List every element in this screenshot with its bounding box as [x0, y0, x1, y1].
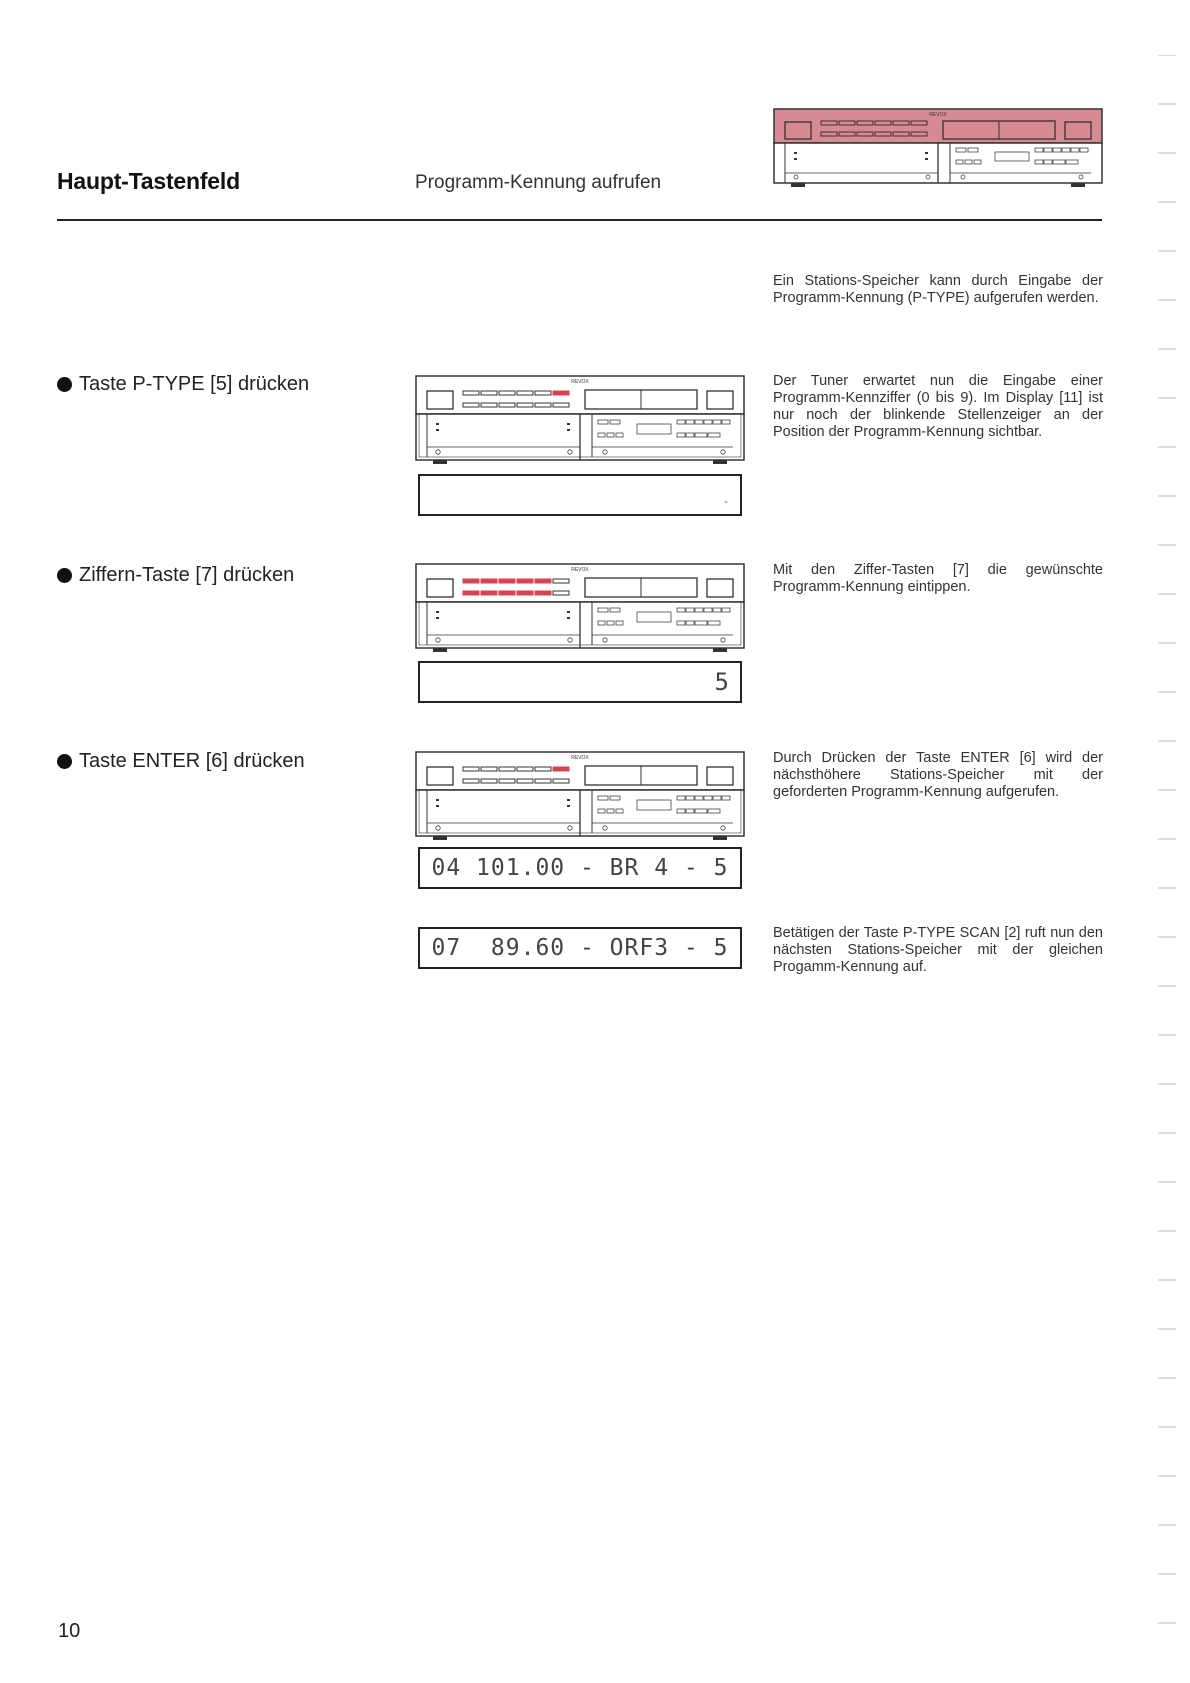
- step-2-display: [418, 661, 742, 703]
- bullet-icon: [57, 754, 72, 769]
- bullet-icon: [57, 377, 72, 392]
- cursor-indicator: -: [722, 496, 730, 508]
- step-3-display: [418, 847, 742, 889]
- step-3-description: Durch Drücken der Taste ENTER [6] wird der nächsthöhere Stations-Speicher mit der geforderten Programm-Kennung aufgerufen.: [773, 750, 1103, 800]
- step-1-instruction: [57, 373, 309, 396]
- bullet-icon: [57, 568, 72, 583]
- step-3-tuner-illustration: [415, 751, 745, 846]
- display-readout: 07 89.60 - ORF3 - 5: [431, 935, 729, 961]
- display-readout: 04 101.00 - BR 4 - 5: [431, 855, 729, 881]
- margin-scan-marks: [1158, 55, 1178, 1655]
- step-1-tuner-illustration: [415, 375, 745, 470]
- page-number: 10: [58, 1620, 81, 1642]
- step-2-instruction: [57, 564, 294, 587]
- intro-paragraph: Ein Stations-Speicher kann durch Eingabe der Programm-Kennung (P-TYPE) aufgerufen werden.: [773, 273, 1103, 306]
- step-1-label: Taste P-TYPE [5] drücken: [79, 373, 310, 395]
- header-divider: [57, 219, 1102, 221]
- ptype-key-highlight: [553, 391, 569, 395]
- scan-display: [418, 927, 742, 969]
- step-3-label: Taste ENTER [6] drücken: [79, 750, 305, 772]
- brand-logo: REVOX: [571, 567, 589, 573]
- section-subtitle: Programm-Kennung aufrufen: [415, 172, 662, 193]
- step-2-description: Mit den Ziffer-Tasten [7] die gewünschte Programm-Kennung eintippen.: [773, 562, 1103, 595]
- section-title: Haupt-Tastenfeld: [57, 168, 240, 194]
- step-3-instruction: [57, 750, 305, 773]
- brand-logo: REVOX: [929, 112, 947, 118]
- enter-key-highlight: [553, 767, 569, 771]
- step-2-tuner-illustration: [415, 563, 745, 658]
- brand-logo: REVOX: [571, 755, 589, 761]
- brand-logo: REVOX: [571, 379, 589, 385]
- step-2-label: Ziffern-Taste [7] drücken: [79, 564, 295, 586]
- step-1-description: Der Tuner erwartet nun die Eingabe einer Programm-Kennziffer (0 bis 9). Im Display [11] ist nur noch der blinkende Stellenzeiger an der Position der Programm-Kennung sichtbar.: [773, 373, 1103, 440]
- step-1-display: [418, 474, 742, 516]
- scan-description: Betätigen der Taste P-TYPE SCAN [2] ruft nun den nächsten Stations-Speicher mit der gleichen Progamm-Kennung auf.: [773, 925, 1103, 975]
- display-readout: 5: [714, 668, 730, 696]
- tuner-hero-illustration: [773, 108, 1103, 192]
